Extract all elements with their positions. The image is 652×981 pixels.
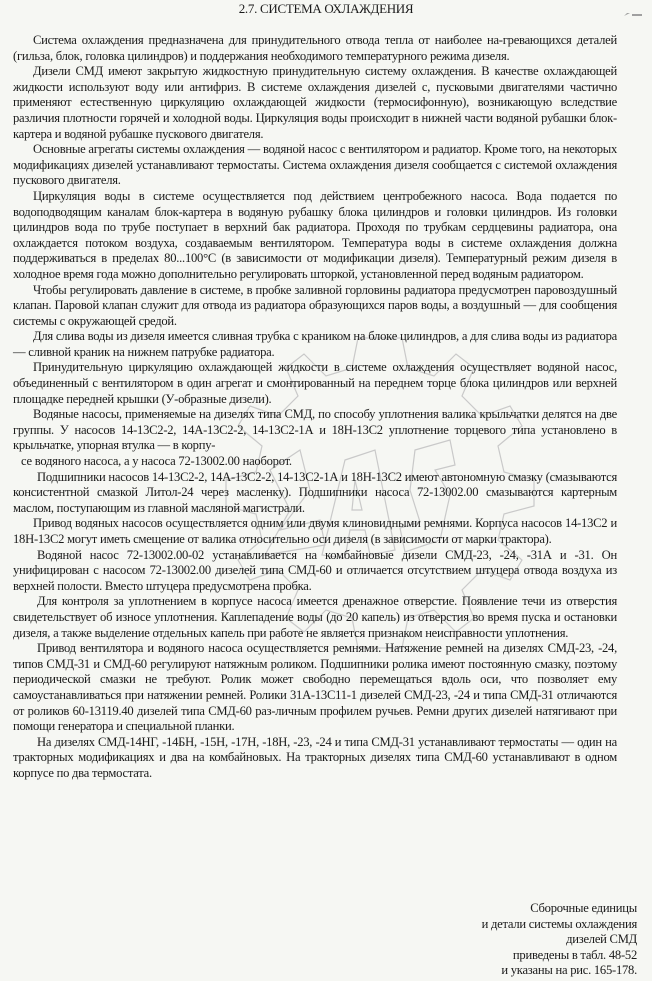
paragraph: Чтобы регулировать давление в системе, в пробке заливной горловины радиатора предусмотрен паровоздушный клапан. Паровой клапан служит для отвода из радиатора образующихся паров воды, а воздушный — для сообщения системы с окружающей средой.	[13, 282, 617, 328]
paragraph: Циркуляция воды в системе осуществляется под действием центробежного насоса. Вода подается по водоподводящим каналам блок-картера в водяную рубашку блока цилиндров и головки цилиндров. Из головки цилиндров вода по трубе поступает в верхний бак радиатора. Проходя по трубкам сердцевины радиатора, она охлаждается потоком воздуха, создаваемым вентилятором. Температура воды в системе охлаждения должна поддерживаться в пределах 80...100°С (в зависимости от модификации дизеля). Температурный режим дизеля в холодное время года можно дополнительно регулировать шторкой, установленной перед водяным радиатором.	[13, 188, 617, 281]
paragraph: Привод вентилятора и водяного насоса осуществляется ремнями. Натяжение ремней на дизелях СМД-23, -24, типов СМД-31 и СМД-60 регулируют натяжным роликом. Подшипники ролика имеют постоянную смазку, поэтому периодической смазки не требуют. Ролик может свободно перемещаться вдоль оси, что позволяет ему самоустанавливаться при натяжении ремней. Ролики 31А-13С11-1 дизелей СМД-23, -24 и типа СМД-31 отличаются от роликов 60-13119.40 дизелей типа СМД-60 раз-личным профилем ручьев. Ремни других дизелей натягивают при помощи генератора и специальной планки.	[13, 641, 617, 734]
paragraph: Принудительную циркуляцию охлаждающей жидкости в системе охлаждения осуществляет водяной насос, объединенный с вентилятором в один агрегат и смонтированный на переднем торце блока цилиндров или верхней площадке передней крышки (У-образные дизели).	[13, 360, 617, 406]
note-line: приведены в табл. 48-52	[512, 947, 637, 962]
note-line: Сборочные единицы	[530, 901, 637, 915]
paragraph: Водяной насос 72-13002.00-02 устанавливается на комбайновые дизели СМД-23, -24, -31А и -31. Он унифицирован с насосом 72-13002.00 дизелей типа СМД-60 и отличается отсутствием штуцера отвода воздуха из верхней полости. Вместо штуцера предусмотрена пробка.	[13, 547, 617, 593]
paragraph: Водяные насосы, применяемые на дизелях типа СМД, по способу уплотнения валика крыльчатки делятся на две группы. У насосов 14-13С2-2, 14А-13С2-2, 14-13С2-1А и 18Н-13С2 уплотнение торцевого типа установлено в крыльчатке, упорная втулка — в корпу-	[13, 407, 617, 453]
paragraph: Привод водяных насосов осуществляется одним или двумя клиновидными ремнями. Корпуса насосов 14-13С2 и 18Н-13С2 могут иметь смещение от валика относительно оси дизеля (в зависимости от марки трактора).	[13, 516, 617, 546]
paragraph: Дизели СМД имеют закрытую жидкостную принудительную систему охлаждения. В качестве охлаждающей жидкости используют воду или антифриз. В системе охлаждения дизелей с, пусковыми двигателями частично применяют естественную циркуляцию охлаждающей жидкости (термосифонную), возникающую вследствие различия плотности горячей и холодной воды. Циркуляция воды происходит в нижней части водяной рубашки блок-картера и водяной рубашке пускового двигателя.	[13, 64, 617, 141]
paragraph: Для слива воды из дизеля имеется сливная трубка с краником на блоке цилиндров, а для слива воды из радиатора — сливной краник на нижнем патрубке радиатора.	[13, 329, 617, 359]
section-title: 2.7. СИСТЕМА ОХЛАЖДЕНИЯ	[238, 1, 414, 16]
reference-note	[482, 901, 637, 979]
paragraph: Подшипники насосов 14-13С2-2, 14А-13С2-2, 14-13С2-1А и 18Н-13С2 имеют автономную смазку (смазываются консистентной смазкой Литол-24 через масленку). Подшипники насоса 72-13002.00 смазываются картерным маслом, поступающим из главной масляной магистрали.	[13, 469, 617, 515]
note-line: дизелей СМД	[566, 932, 637, 947]
paragraph: Для контроля за уплотнением в корпусе насоса имеется дренажное отверстие. Появление течи из отверстия свидетельствует об износе уплотнения. Каплепадение воды (до 20 капель) из отверстия во время пуска и остановки дизеля, а также выделение отдельных капель при работе не является признаком неисправности уплотнения.	[13, 594, 617, 640]
paragraph-continuation: се водяного насоса, а у насоса 72-13002.00 наоборот.	[21, 454, 292, 469]
paragraph: На дизелях СМД-14НГ, -14БН, -15Н, -17Н, -18Н, -23, -24 и типа СМД-31 устанавливают термостаты — один на тракторных модификациях и два на комбайновых. На тракторных дизелях типа СМД-60 устанавливают в одном корпусе по два термостата.	[13, 734, 617, 780]
paragraph: Система охлаждения предназначена для принудительного отвода тепла от наиболее на-гревающихся деталей (гильза, блок, головка цилиндров) и поддержания необходимого температурного режима дизеля.	[13, 33, 617, 63]
document-body	[13, 33, 617, 782]
note-line: и детали системы охлаждения	[481, 916, 637, 931]
paragraph: Основные агрегаты системы охлаждения — водяной насос с вентилятором и радиатор. Кроме того, на некоторых модификациях дизелей устанавливают термостаты. Система охлаждения дизеля сообщается с системой охлаждения пускового двигателя.	[13, 142, 617, 188]
note-line: и указаны на рис. 165-178.	[501, 963, 637, 978]
